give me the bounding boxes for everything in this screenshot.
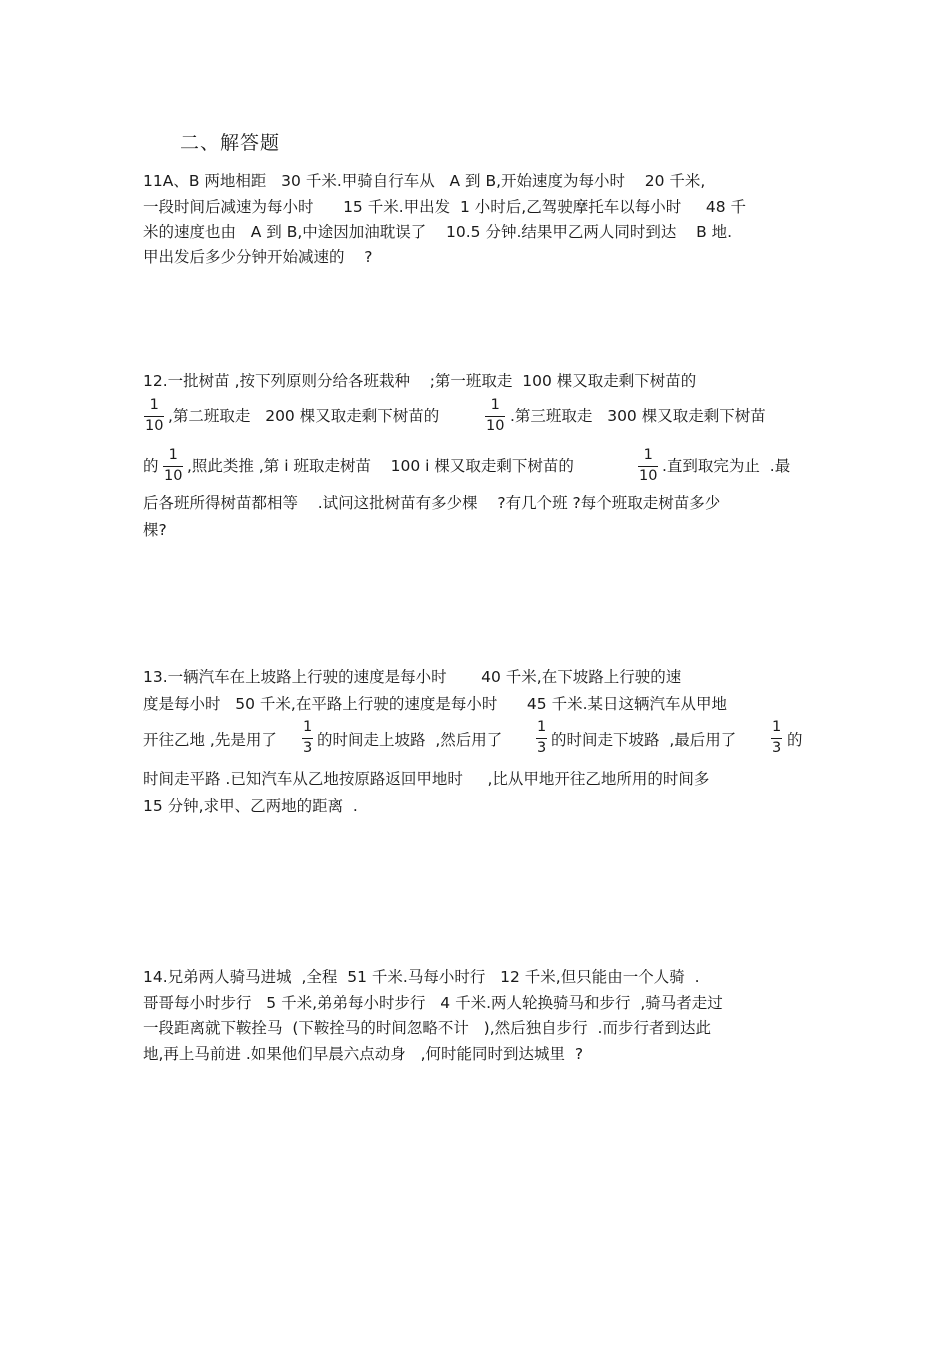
fraction-one-tenth bbox=[485, 397, 505, 435]
fraction-numerator: 1 bbox=[149, 397, 159, 413]
fraction-one-third bbox=[771, 719, 782, 757]
problem-12-line-4: 后各班所得树苗都相等 .试问这批树苗有多少棵 ?有几个班 ?每个班取走树苗多少 bbox=[143, 494, 721, 512]
problem-12-line-3c: .直到取完为止 .最 bbox=[662, 457, 791, 475]
problem-13-line-3b: 的时间走上坡路 ,然后用了 bbox=[317, 731, 503, 749]
fraction-bar bbox=[144, 416, 164, 417]
problem-11-line-3: 米的速度也由 A 到 B,中途因加油耽误了 10.5 分钟.结果甲乙两人同时到达 B 地. bbox=[143, 223, 733, 241]
problem-11-line-2: 一段时间后减速为每小时 15 千米.甲出发 1 小时后,乙驾驶摩托车以每小时 48 千 bbox=[143, 198, 746, 216]
problem-14-line-1: 14.兄弟两人骑马进城 ,全程 51 千米.马每小时行 12 千米,但只能由一个人骑 . bbox=[143, 968, 700, 986]
fraction-one-third bbox=[302, 719, 313, 757]
problem-12-line-2a: ,第二班取走 200 棵又取走剩下树苗的 bbox=[168, 407, 440, 425]
fraction-one-tenth bbox=[144, 397, 164, 435]
fraction-bar bbox=[163, 466, 183, 467]
problem-12-line-1: 12.一批树苗 ,按下列原则分给各班栽种 ;第一班取走 100 棵又取走剩下树苗的 bbox=[143, 372, 697, 390]
fraction-bar bbox=[771, 738, 782, 739]
fraction-numerator: 1 bbox=[772, 719, 782, 735]
problem-12-line-3a: 的 bbox=[143, 457, 159, 475]
problem-14-line-3: 一段距离就下鞍拴马 (下鞍拴马的时间忽略不计 ),然后独自步行 .而步行者到达此 bbox=[143, 1019, 711, 1037]
fraction-numerator: 1 bbox=[643, 447, 653, 463]
fraction-bar bbox=[485, 416, 505, 417]
problem-14-line-2: 哥哥每小时步行 5 千米,弟弟每小时步行 4 千米.两人轮换骑马和步行 ,骑马者走过 bbox=[143, 994, 723, 1012]
problem-12-line-5: 棵? bbox=[143, 521, 167, 539]
fraction-denominator: 10 bbox=[486, 418, 505, 434]
problem-13-line-1: 13.一辆汽车在上坡路上行驶的速度是每小时 40 千米,在下坡路上行驶的速 bbox=[143, 668, 682, 686]
fraction-numerator: 1 bbox=[537, 719, 547, 735]
fraction-denominator: 3 bbox=[537, 740, 547, 756]
problem-13-line-3d: 的 bbox=[787, 731, 803, 749]
fraction-numerator: 1 bbox=[490, 397, 500, 413]
fraction-one-tenth bbox=[638, 447, 658, 485]
problem-13-line-4: 时间走平路 .已知汽车从乙地按原路返回甲地时 ,比从甲地开往乙地所用的时间多 bbox=[143, 770, 710, 788]
problem-13-line-3a: 开往乙地 ,先是用了 bbox=[143, 731, 277, 749]
fraction-denominator: 10 bbox=[145, 418, 164, 434]
fraction-one-third bbox=[536, 719, 547, 757]
problem-14-line-4: 地,再上马前进 .如果他们早晨六点动身 ,何时能同时到达城里 ? bbox=[143, 1045, 584, 1063]
section-heading: 二、解答题 bbox=[180, 132, 281, 154]
fraction-denominator: 3 bbox=[772, 740, 782, 756]
problem-12-line-3b: ,照此类推 ,第 i 班取走树苗 100 i 棵又取走剩下树苗的 bbox=[187, 457, 574, 475]
problem-11-line-1: 11A、B 两地相距 30 千米.甲骑自行车从 A 到 B,开始速度为每小时 20 千米, bbox=[143, 172, 706, 190]
fraction-numerator: 1 bbox=[303, 719, 313, 735]
fraction-denominator: 10 bbox=[639, 468, 658, 484]
problem-12-line-2b: .第三班取走 300 棵又取走剩下树苗 bbox=[510, 407, 766, 425]
fraction-denominator: 10 bbox=[164, 468, 183, 484]
fraction-bar bbox=[536, 738, 547, 739]
fraction-one-tenth bbox=[163, 447, 183, 485]
problem-11-line-4: 甲出发后多少分钟开始减速的 ? bbox=[143, 248, 373, 266]
fraction-bar bbox=[638, 466, 658, 467]
problem-13-line-2: 度是每小时 50 千米,在平路上行驶的速度是每小时 45 千米.某日这辆汽车从甲地 bbox=[143, 695, 727, 713]
fraction-denominator: 3 bbox=[303, 740, 313, 756]
fraction-numerator: 1 bbox=[168, 447, 178, 463]
problem-13-line-3c: 的时间走下坡路 ,最后用了 bbox=[551, 731, 737, 749]
problem-13-line-5: 15 分钟,求甲、乙两地的距离 . bbox=[143, 797, 358, 815]
fraction-bar bbox=[302, 738, 313, 739]
